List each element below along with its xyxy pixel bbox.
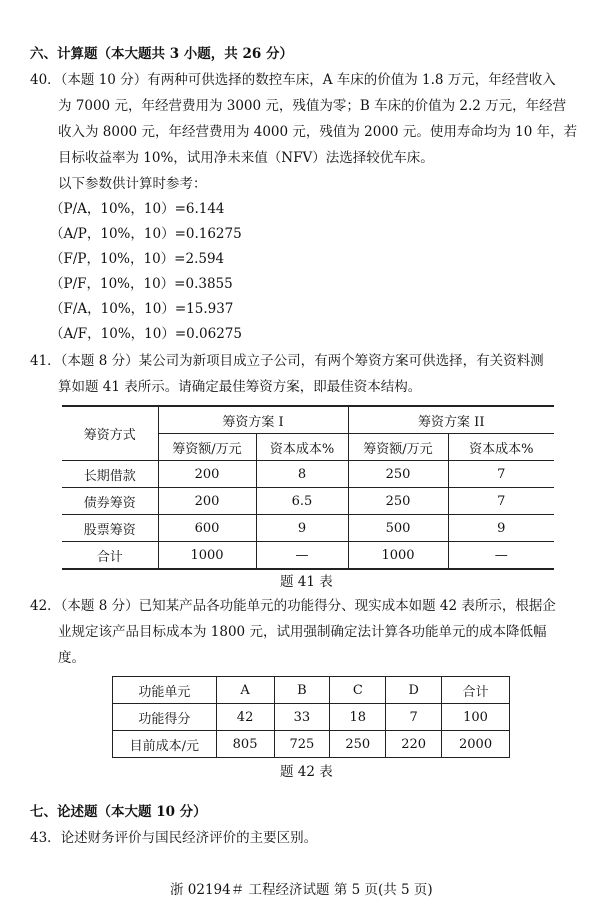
q41-table: [62, 405, 554, 570]
table-cell: 合计: [62, 542, 158, 570]
q40-line-2: 为 7000 元，年经营费用为 3000 元，残值为零；B 车床的价值为 2.2 万元，年经营: [58, 98, 567, 114]
table-cell: 200: [158, 488, 256, 515]
table-cell: C: [330, 677, 386, 704]
table-cell: 18: [330, 704, 386, 731]
table-cell: 33: [274, 704, 330, 731]
table-cell: 250: [348, 488, 448, 515]
table-cell: 500: [348, 515, 448, 542]
q41-subheader: 筹资额/万元: [158, 434, 256, 461]
table-cell: 长期借款: [62, 461, 158, 488]
table-cell: 股票筹资: [62, 515, 158, 542]
q40-line-1: 40．（本题 10 分）有两种可供选择的数控车床，A 车床的价值为 1.8 万元，年经营收入: [30, 72, 556, 88]
table-cell: 6.5: [256, 488, 348, 515]
table-row: [62, 515, 554, 542]
table-cell: 7: [448, 461, 554, 488]
table-cell: 600: [158, 515, 256, 542]
section7-heading: 七、论述题（本大题 10 分）: [30, 804, 207, 820]
q41-line-2: 算如题 41 表所示。请确定最佳筹资方案，即最佳资本结构。: [58, 379, 422, 395]
section6-heading: 六、计算题（本大题共 3 小题，共 26 分）: [30, 46, 293, 62]
q42-table: [112, 676, 510, 758]
table-cell: 9: [448, 515, 554, 542]
table-cell: —: [256, 542, 348, 570]
table-cell: 7: [386, 704, 442, 731]
table-cell: 220: [386, 731, 442, 758]
table-row: [113, 731, 510, 758]
table-cell: 2000: [442, 731, 510, 758]
q41-header-plan2: 筹资方案 II: [348, 406, 554, 434]
table-row: [62, 542, 554, 570]
table-cell: 250: [348, 461, 448, 488]
table-cell: 200: [158, 461, 256, 488]
q41-subheader: 资本成本%: [256, 434, 348, 461]
table-cell: 1000: [158, 542, 256, 570]
table-cell: 合计: [442, 677, 510, 704]
table-cell: 9: [256, 515, 348, 542]
table-cell: 1000: [348, 542, 448, 570]
table-cell: 功能单元: [113, 677, 217, 704]
q42-line-1: 42．（本题 8 分）已知某产品各功能单元的功能得分、现实成本如题 42 表所示，根据企: [30, 598, 556, 614]
q40-param-pa: （P/A，10%，10）=6.144: [50, 201, 225, 217]
q41-caption: 题 41 表: [280, 574, 333, 590]
q40-line-4: 目标收益率为 10%，试用净未来值（NFV）法选择较优车床。: [58, 150, 434, 166]
q40-param-af: （A/F，10%，10）=0.06275: [50, 326, 242, 342]
table-cell: 100: [442, 704, 510, 731]
q41-header-method: 筹资方式: [62, 406, 158, 461]
page-footer: 浙 02194＃ 工程经济试题 第 5 页(共 5 页): [170, 882, 433, 898]
table-row: [62, 461, 554, 488]
q40-line-3: 收入为 8000 元，年经营费用为 4000 元，残值为 2000 元。使用寿命均为 10 年，若: [58, 124, 578, 140]
table-cell: 债券筹资: [62, 488, 158, 515]
q40-reference-intro: 以下参数供计算时参考：: [58, 176, 207, 192]
table-cell: 42: [216, 704, 274, 731]
table-cell: 250: [330, 731, 386, 758]
q40-param-fp: （F/P，10%，10）=2.594: [50, 251, 225, 267]
table-cell: —: [448, 542, 554, 570]
q40-param-ap: （A/P，10%，10）=0.16275: [50, 226, 242, 242]
table-cell: B: [274, 677, 330, 704]
table-cell: 7: [448, 488, 554, 515]
table-cell: 8: [256, 461, 348, 488]
table-cell: A: [216, 677, 274, 704]
q42-line-2: 业规定该产品目标成本为 1800 元，试用强制确定法计算各功能单元的成本降低幅: [58, 624, 547, 640]
table-cell: 功能得分: [113, 704, 217, 731]
table-cell: 805: [216, 731, 274, 758]
table-row: [62, 488, 554, 515]
q42-line-3: 度。: [58, 650, 85, 666]
q41-subheader: 筹资额/万元: [348, 434, 448, 461]
table-cell: 目前成本/元: [113, 731, 217, 758]
table-row: [113, 677, 510, 704]
q40-param-fa: （F/A，10%，10）=15.937: [50, 301, 234, 317]
q41-header-plan1: 筹资方案 I: [158, 406, 348, 434]
q41-subheader: 资本成本%: [448, 434, 554, 461]
table-cell: 725: [274, 731, 330, 758]
q41-line-1: 41．（本题 8 分）某公司为新项目成立子公司，有两个筹资方案可供选择，有关资料测: [30, 353, 544, 369]
table-row: [113, 704, 510, 731]
q42-caption: 题 42 表: [280, 764, 333, 780]
q40-param-pf: （P/F，10%，10）=0.3855: [50, 276, 233, 292]
table-cell: D: [386, 677, 442, 704]
q43-text: 43．论述财务评价与国民经济评价的主要区别。: [30, 830, 318, 846]
